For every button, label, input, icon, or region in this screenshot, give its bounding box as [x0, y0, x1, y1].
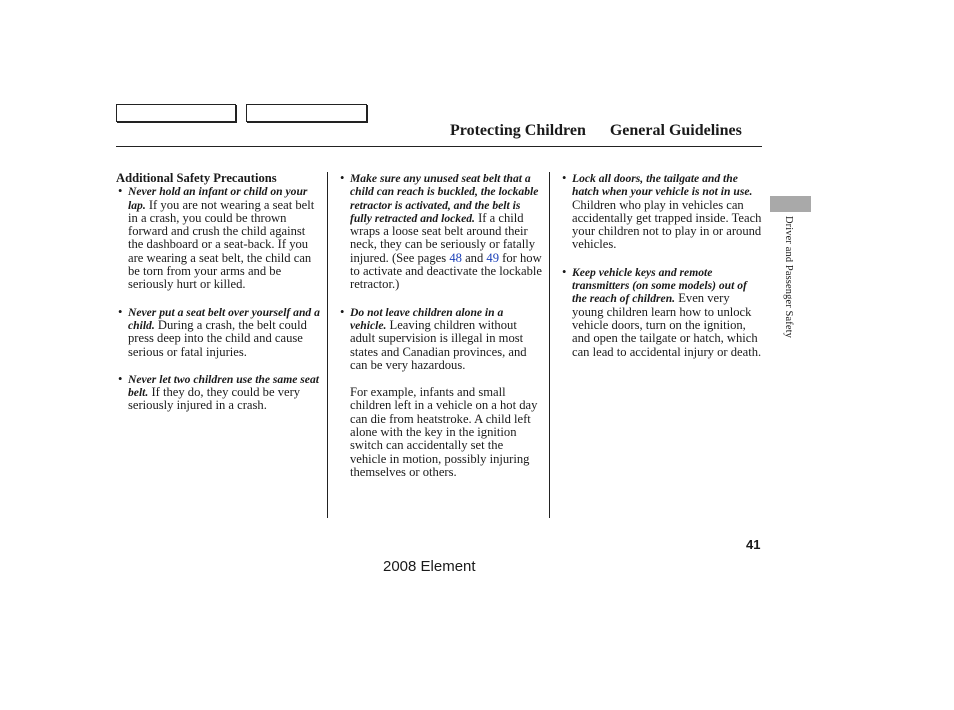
bullet-icon: •: [118, 184, 123, 199]
precaution-lead: Keep vehicle keys and remote transmitters (on some models) out of the reach of children.: [572, 265, 747, 306]
precaution-text: If a child wraps a loose seat belt around their neck, they can be seriously or fatally injured. (See pages: [350, 210, 535, 265]
column-2: [338, 172, 542, 479]
precaution-lead: Make sure any unused seat belt that a child can reach is buckled, the lockable retractor is activated, and the belt is fully retracted and locked.: [350, 172, 539, 225]
bullet-icon: •: [340, 304, 345, 319]
bullet-icon: •: [118, 371, 123, 386]
column-divider: [327, 172, 328, 518]
precaution-lead: Do not leave children alone in a vehicle.: [350, 305, 504, 332]
precaution-item: [116, 373, 320, 413]
footer-model: 2008 Element: [383, 558, 476, 575]
page-link-48[interactable]: 48: [449, 250, 462, 265]
header-rule: [116, 146, 762, 147]
precaution-item: [338, 306, 542, 372]
precaution-item: [338, 172, 542, 292]
precaution-item: [116, 306, 320, 359]
precaution-item: [116, 185, 320, 291]
header-section-title: Protecting Children: [450, 122, 586, 139]
column-1: [116, 172, 320, 413]
precaution-lead: Never hold an infant or child on your lap.: [128, 185, 308, 212]
page-number: 41: [746, 537, 761, 552]
bullet-icon: •: [118, 304, 123, 319]
column-3: [560, 172, 762, 359]
precaution-lead: Never let two children use the same seat belt.: [128, 372, 319, 400]
precaution-text: and: [461, 250, 487, 265]
precaution-text: If you are not wearing a seat belt in a crash, you could be thrown forward and crush the child against the dashboard or a seat-back. If you are wearing a seat belt, the child can be torn from your arms and be seriously hurt or killed.: [128, 197, 315, 292]
paragraph-text: For example, infants and small children left in a vehicle on a hot day can die from heatstroke. A child left alone with the key in the ignition switch can accidentally set the vehicle in motion, possibly injuring themselves or others.: [350, 385, 538, 479]
section-heading: Additional Safety Precautions: [116, 171, 277, 185]
precaution-text: If they do, they could be very seriously injured in a crash.: [128, 385, 301, 413]
section-label: Driver and Passenger Safety: [783, 216, 794, 338]
column-divider: [549, 172, 550, 518]
nav-button-1[interactable]: [116, 104, 236, 122]
bullet-icon: •: [340, 171, 345, 185]
precaution-lead: Lock all doors, the tailgate and the hatch when your vehicle is not in use.: [572, 172, 753, 199]
bullet-icon: •: [562, 171, 567, 185]
precaution-text: Leaving children without adult supervision is illegal in most states and Canadian provinces, and can be very hazardous.: [350, 317, 527, 372]
precaution-item: [560, 266, 762, 359]
precaution-item: [560, 172, 762, 252]
precaution-lead: Never put a seat belt over yourself and a child.: [128, 305, 320, 332]
nav-button-2[interactable]: [246, 104, 367, 122]
section-tab: [770, 196, 811, 212]
header-topic-title: General Guidelines: [609, 122, 742, 139]
paragraph: [338, 386, 542, 479]
page-link-49[interactable]: 49: [486, 250, 499, 265]
precaution-text: Even very young children learn how to unlock vehicle doors, turn on the ignition, and open the tailgate or hatch, which can lead to accidental injury or death.: [572, 291, 762, 359]
page-header: [450, 122, 742, 140]
precaution-text: During a crash, the belt could press deep into the child and cause serious or fatal injuries.: [128, 317, 307, 359]
bullet-icon: •: [562, 264, 567, 279]
precaution-text: for how to activate and deactivate the lockable retractor.): [350, 250, 542, 292]
precaution-text: Children who play in vehicles can accidentally get trapped inside. Teach your children not to play in or around vehicles.: [572, 197, 762, 252]
